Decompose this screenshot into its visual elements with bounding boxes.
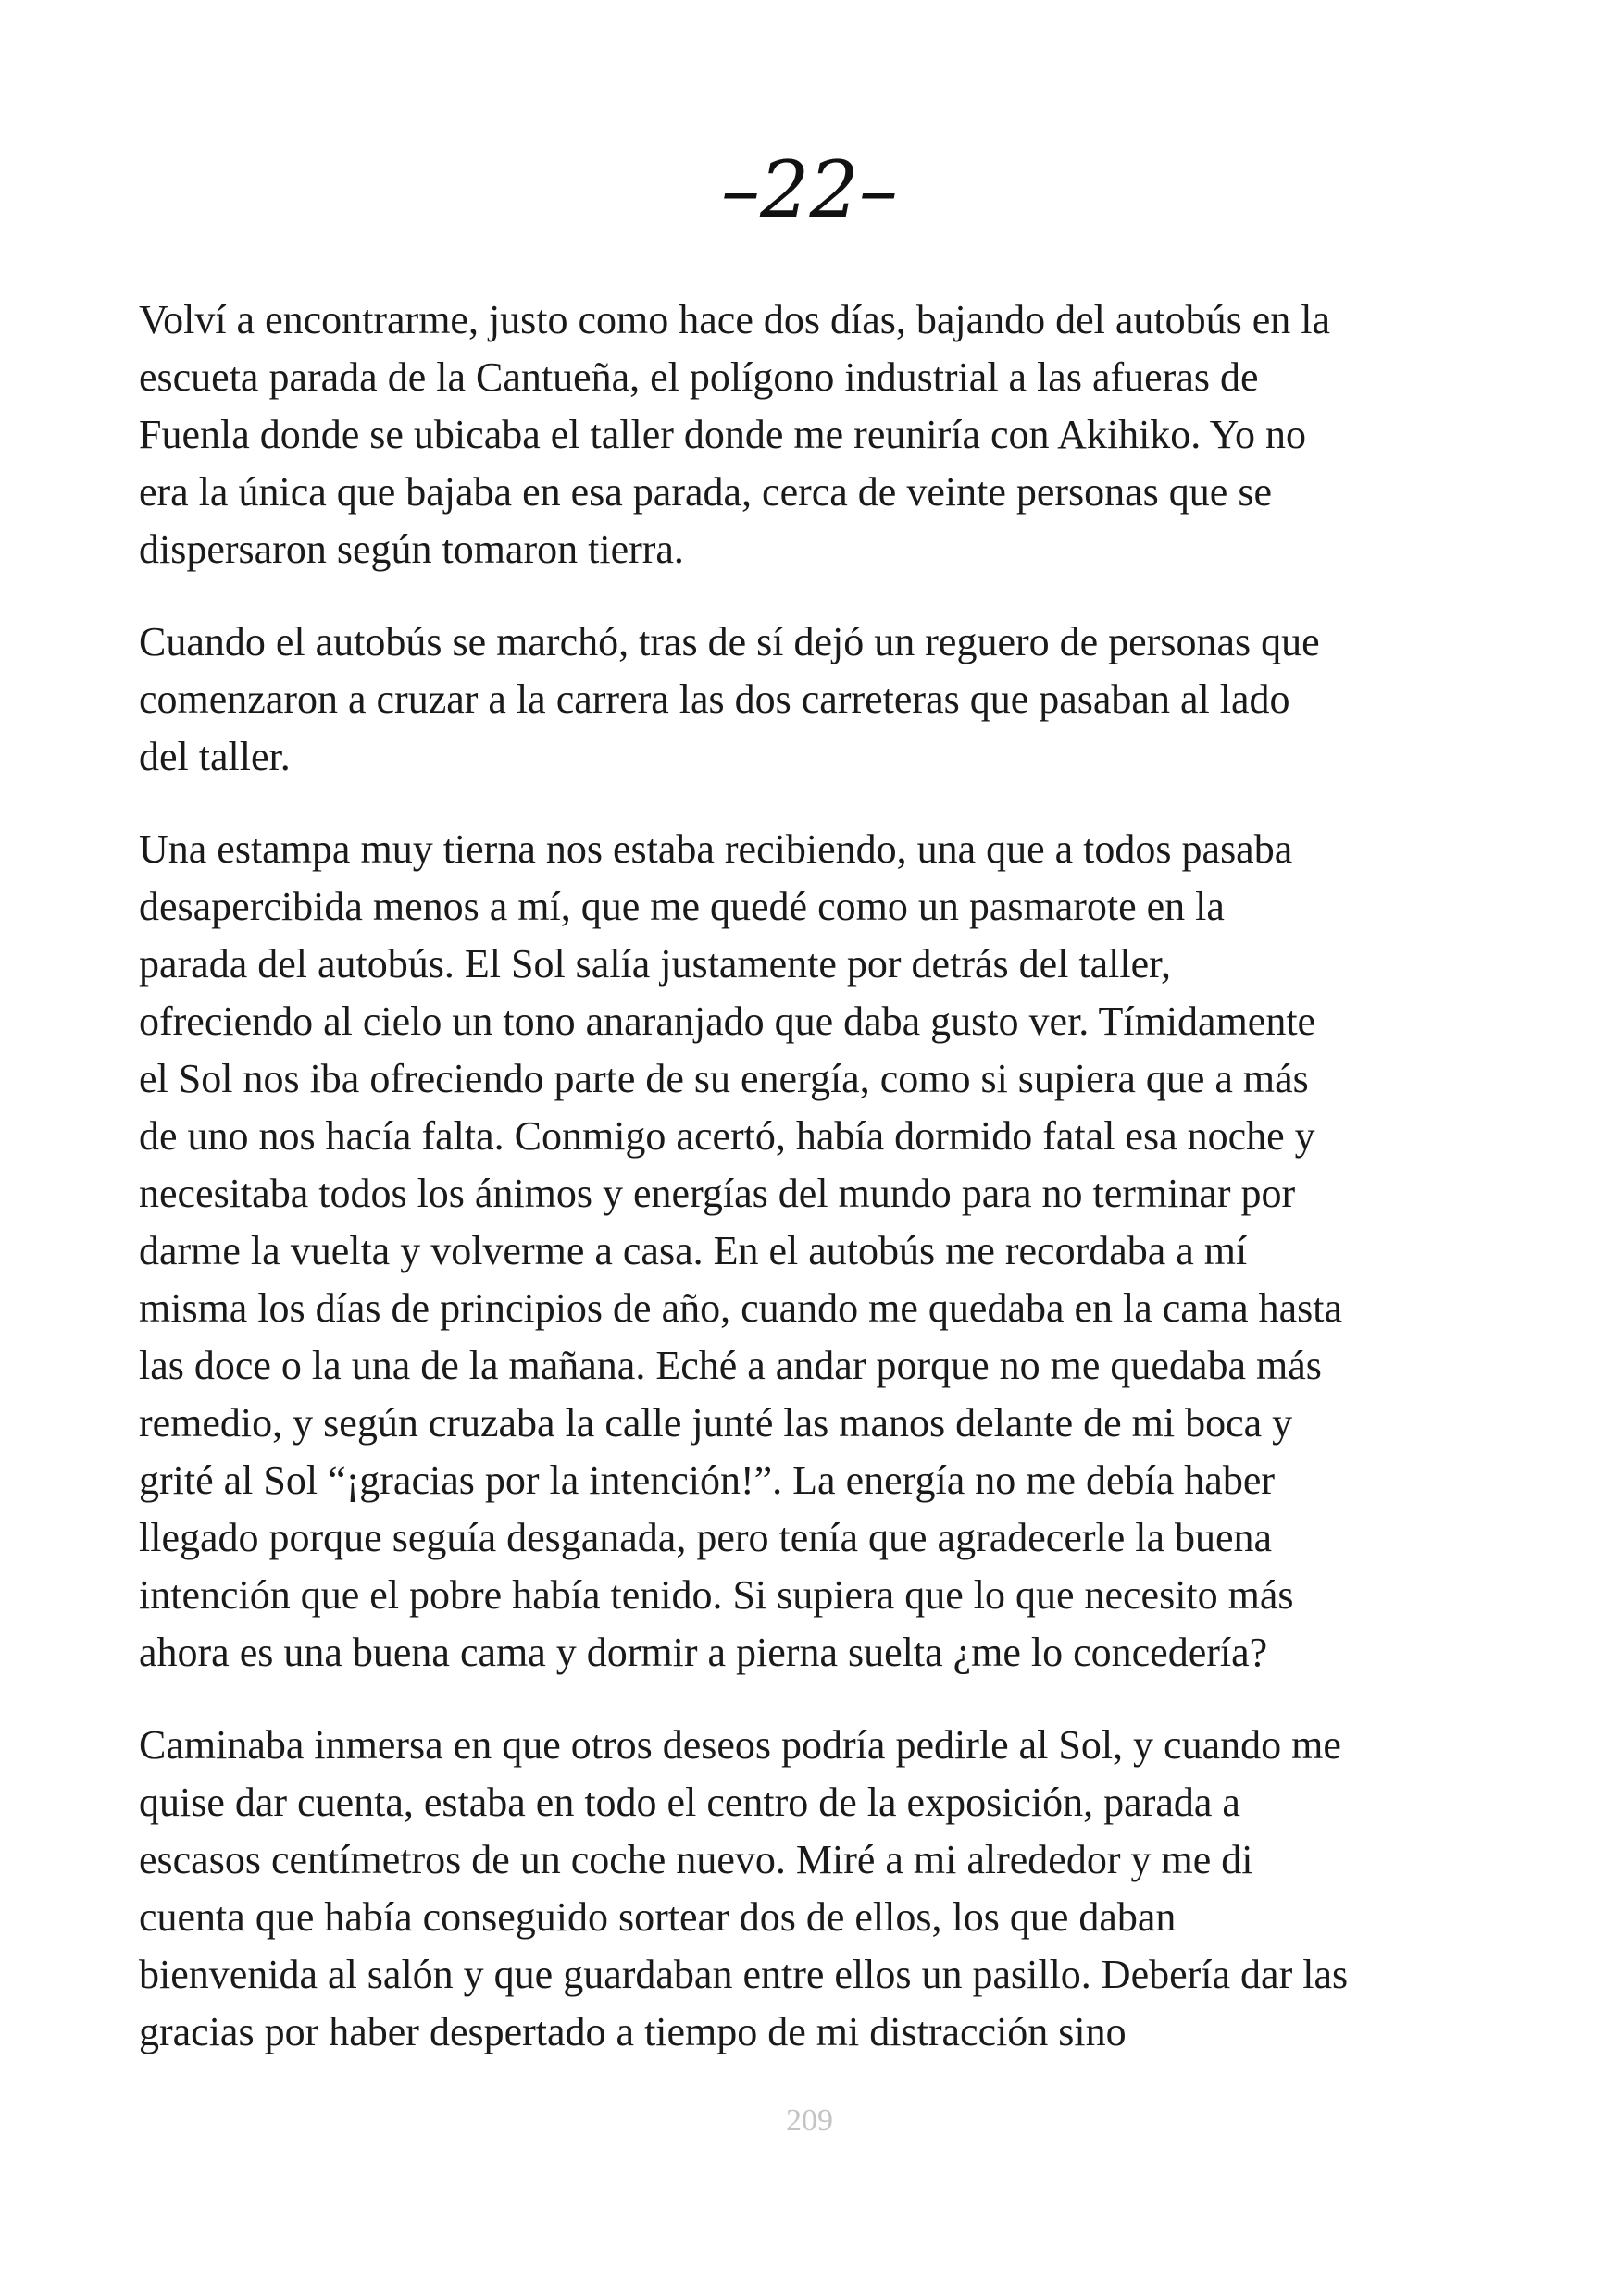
paragraph-1	[139, 292, 1490, 578]
text-line: ofreciendo al cielo un tono anaranjado que daba gusto ver. Tímidamente	[139, 999, 1316, 1044]
body-text	[139, 292, 1490, 2096]
text-line: darme la vuelta y volverme a casa. En el autobús me recordaba a mí	[139, 1228, 1248, 1273]
text-line: era la única que bajaba en esa parada, cerca de veinte personas que se	[139, 469, 1272, 515]
text-line: parada del autobús. El Sol salía justamente por detrás del taller,	[139, 941, 1171, 987]
chapter-title: –22–	[721, 144, 898, 235]
text-line: comenzaron a cruzar a la carrera las dos carreteras que pasaban al lado	[139, 676, 1290, 722]
paragraph-3	[139, 821, 1490, 1682]
text-line: ahora es una buena cama y dormir a pierna suelta ¿me lo concedería?	[139, 1630, 1268, 1675]
text-line: necesitaba todos los ánimos y energías del mundo para no terminar por	[139, 1171, 1296, 1216]
text-line: grité al Sol “¡gracias por la intención!”. La energía no me debía haber	[139, 1458, 1275, 1503]
text-line: cuenta que había conseguido sortear dos de ellos, los que daban	[139, 1894, 1177, 1940]
text-line: remedio, y según cruzaba la calle junté las manos delante de mi boca y	[139, 1400, 1293, 1446]
text-line: desapercibida menos a mí, que me quedé como un pasmarote en la	[139, 884, 1225, 929]
text-line: Volví a encontrarme, justo como hace dos días, bajando del autobús en la	[139, 297, 1331, 342]
text-line: bienvenida al salón y que guardaban entre ellos un pasillo. Debería dar las	[139, 1952, 1349, 1997]
text-line: intención que el pobre había tenido. Si supiera que lo que necesito más	[139, 1572, 1294, 1618]
text-line: de uno nos hacía falta. Conmigo acertó, había dormido fatal esa noche y	[139, 1113, 1315, 1159]
text-line: el Sol nos iba ofreciendo parte de su energía, como si supiera que a más	[139, 1056, 1309, 1101]
text-line: las doce o la una de la mañana. Eché a andar porque no me quedaba más	[139, 1343, 1322, 1388]
text-line: escueta parada de la Cantueña, el polígono industrial a las afueras de	[139, 354, 1259, 400]
text-line: dispersaron según tomaron tierra.	[139, 527, 684, 572]
paragraph-4	[139, 1717, 1490, 2061]
text-line: misma los días de principios de año, cuando me quedaba en la cama hasta	[139, 1285, 1343, 1331]
text-line: Fuenla donde se ubicaba el taller donde me reuniría con Akihiko. Yo no	[139, 412, 1307, 457]
text-line: escasos centímetros de un coche nuevo. Miré a mi alrededor y me di	[139, 1837, 1253, 1882]
text-line: Caminaba inmersa en que otros deseos podría pedirle al Sol, y cuando me	[139, 1722, 1341, 1768]
paragraph-2	[139, 614, 1490, 786]
text-line: llegado porque seguía desganada, pero tenía que agradecerle la buena	[139, 1515, 1273, 1560]
page-number: 209	[786, 2104, 833, 2138]
text-line: Una estampa muy tierna nos estaba recibiendo, una que a todos pasaba	[139, 826, 1293, 872]
text-line: quise dar cuenta, estaba en todo el centro de la exposición, parada a	[139, 1780, 1240, 1825]
text-line: gracias por haber despertado a tiempo de mi distracción sino	[139, 2009, 1127, 2054]
text-line: Cuando el autobús se marchó, tras de sí dejó un reguero de personas que	[139, 619, 1320, 664]
text-line: del taller.	[139, 734, 291, 779]
